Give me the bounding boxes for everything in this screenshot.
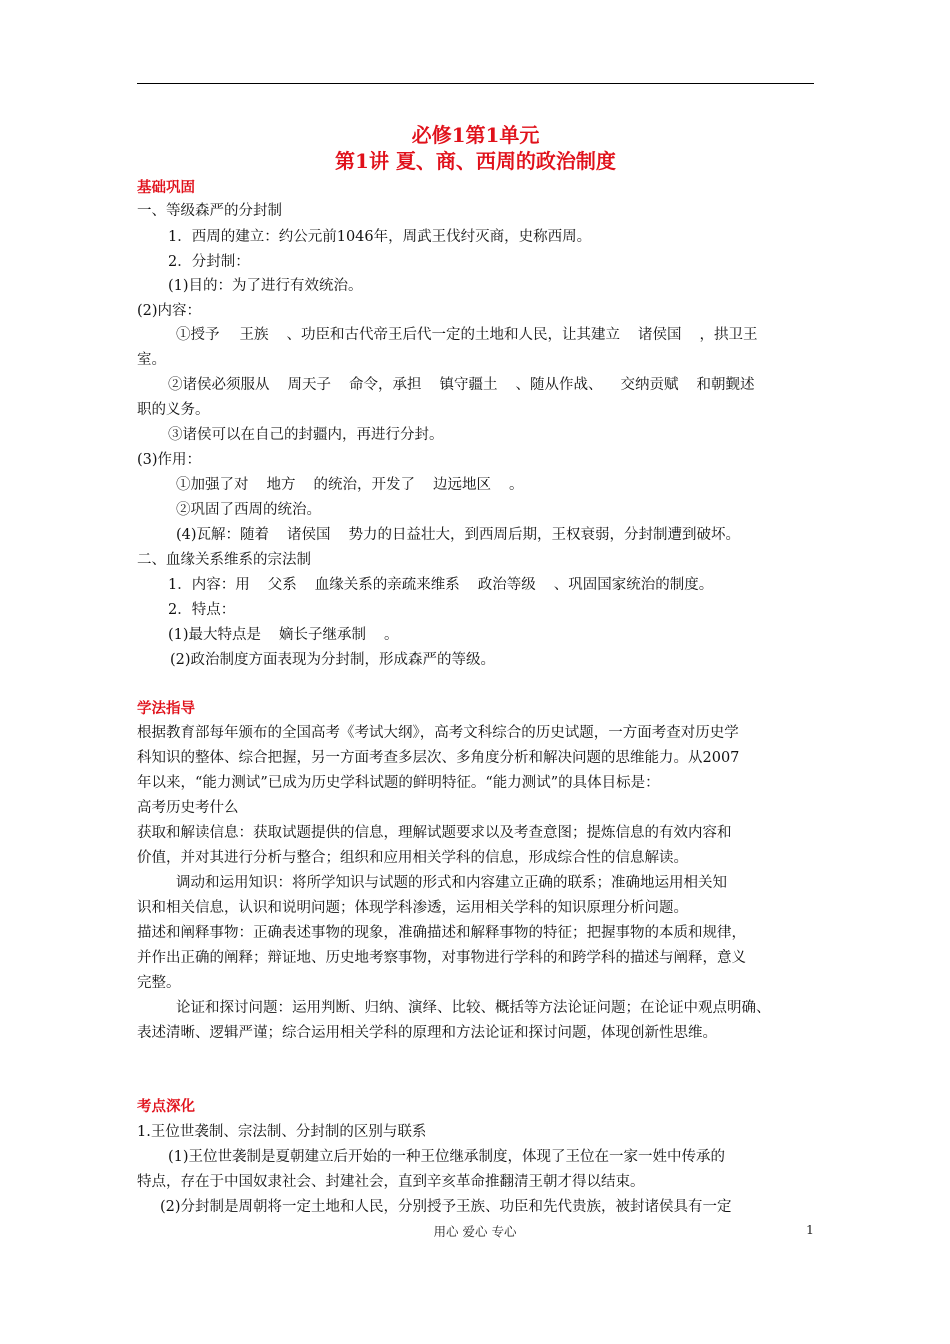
page-number: 1 <box>806 1222 814 1237</box>
content-line-2: ②诸侯必须服从 周天子 命令，承担 镇守疆土 、随从作战、 交纳贡赋 和朝觐述 <box>168 377 755 393</box>
unit-title: 必修1第1单元 <box>411 123 540 147</box>
lesson-title: 第1讲 夏、商、西周的政治制度 <box>335 149 616 173</box>
part1-title: 一、等级森严的分封制 <box>137 203 282 219</box>
methods-p6-l2: 表述清晰、逻辑严谨；综合运用相关学科的原理和方法论证和探讨问题，体现创新性思维。 <box>137 1025 717 1041</box>
methods-p5-l2: 并作出正确的阐释；辩证地、历史地考察事物，对事物进行学科的和跨学科的描述与阐释，意义 <box>137 950 746 966</box>
deepening-p1-l2: 特点，存在于中国奴隶社会、封建社会，直到辛亥革命推翻清王朝才得以结束。 <box>137 1174 645 1190</box>
methods-p2: 高考历史考什么 <box>137 800 239 816</box>
deepening-p1-l1: (1)王位世袭制是夏朝建立后开始的一种王位继承制度，体现了王位在一家一姓中传承的 <box>168 1149 726 1165</box>
part2-feature2: (2)政治制度方面表现为分封制，形成森严的等级。 <box>170 652 496 668</box>
section-heading-basics: 基础巩固 <box>137 179 195 196</box>
part2-title: 二、血缘关系维系的宗法制 <box>137 552 311 568</box>
methods-p1-l3: 年以来，“能力测试”已成为历史学科试题的鲜明特征。“能力测试”的具体目标是： <box>137 775 660 791</box>
content-line-1-wrap: 室。 <box>137 352 166 368</box>
part1-purpose: (1)目的：为了进行有效统治。 <box>168 278 363 294</box>
footer-motto: 用心 爱心 专心 <box>433 1224 517 1239</box>
content-line-3: ③诸侯可以在自己的封疆内，再进行分封。 <box>168 427 444 443</box>
deepening-t1: 1.王位世袭制、宗法制、分封制的区别与联系 <box>137 1124 427 1140</box>
methods-p4-l1: 调动和运用知识：将所学知识与试题的形式和内容建立正确的联系；准确地运用相关知 <box>176 875 727 891</box>
part2-item2: 2．特点： <box>168 602 236 618</box>
methods-p6-l1: 论证和探讨问题：运用判断、归纳、演绎、比较、概括等方法论证问题；在论证中观点明确、 <box>176 1000 771 1016</box>
deepening-p2-l1: (2)分封制是周朝将一定土地和人民，分别授予王族、功臣和先代贵族，被封诸侯具有一定 <box>160 1199 732 1215</box>
methods-p1-l2: 科知识的整体、综合把握，另一方面考查多层次、多角度分析和解决问题的思维能力。从2007 <box>137 750 740 766</box>
methods-p3-l2: 价值，并对其进行分析与整合；组织和应用相关学科的信息，形成综合性的信息解读。 <box>137 850 688 866</box>
part1-effect-label: (3)作用： <box>137 452 202 468</box>
methods-p5-l1: 描述和阐释事物：正确表述事物的现象，准确描述和解释事物的特征；把握事物的本质和规律， <box>137 925 746 941</box>
methods-p3-l1: 获取和解读信息：获取试题提供的信息，理解试题要求以及考查意图；提炼信息的有效内容和 <box>137 825 732 841</box>
collapse-line: (4)瓦解：随着 诸侯国 势力的日益壮大，到西周后期，王权衰弱，分封制遭到破坏。 <box>176 527 741 543</box>
part1-item1: 1．西周的建立：约公元前1046年，周武王伐纣灭商，史称西周。 <box>168 229 592 245</box>
section-heading-methods: 学法指导 <box>137 700 195 717</box>
part2-feature1: (1)最大特点是 嫡长子继承制 。 <box>168 627 399 643</box>
effect-line-2: ②巩固了西周的统治。 <box>176 502 321 518</box>
top-rule <box>137 83 814 84</box>
content-line-2-wrap: 职的义务。 <box>137 402 210 418</box>
part2-item1: 1．内容：用 父系 血缘关系的亲疏来维系 政治等级 、巩固国家统治的制度。 <box>168 577 714 593</box>
content-line-1: ①授予 王族 、功臣和古代帝王后代一定的土地和人民，让其建立 诸侯国 ，拱卫王 <box>176 327 758 343</box>
effect-line-1: ①加强了对 地方 的统治，开发了 边远地区 。 <box>176 477 524 493</box>
part1-content-label: (2)内容： <box>137 303 202 319</box>
part1-item2: 2．分封制： <box>168 254 250 270</box>
methods-p4-l2: 识和相关信息，认识和说明问题；体现学科渗透，运用相关学科的知识原理分析问题。 <box>137 900 688 916</box>
methods-p5-l3: 完整。 <box>137 975 181 991</box>
section-heading-deepening: 考点深化 <box>137 1098 195 1115</box>
methods-p1-l1: 根据教育部每年颁布的全国高考《考试大纲》，高考文科综合的历史试题，一方面考查对历史学 <box>137 725 739 741</box>
